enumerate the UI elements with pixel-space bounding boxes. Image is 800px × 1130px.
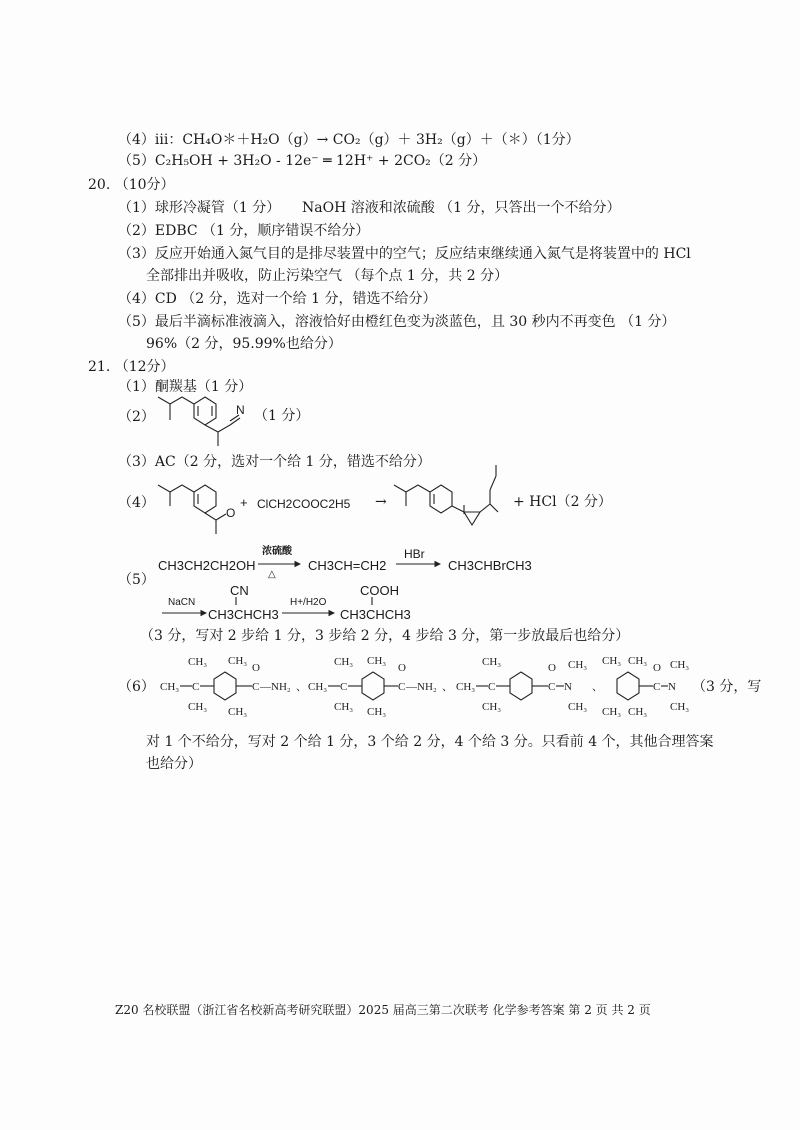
page-footer: Z20 名校联盟（浙江省名校新高考研究联盟）2025 届高三第二次联考 化学参考答案 第 2 页 共 2 页 — [115, 1003, 651, 1017]
q20-item1a: （1）球形冷凝管（1 分） — [118, 200, 281, 216]
ketone-o-atom: O — [226, 506, 236, 520]
q21-item6-label: （6） — [118, 679, 155, 695]
q21-item4-plus: + — [240, 495, 248, 510]
svg-text:CH₃: CH₃ — [602, 706, 622, 718]
svg-text:CH₃: CH₃ — [670, 701, 690, 713]
svg-text:、: 、 — [296, 681, 307, 693]
svg-text:N: N — [668, 681, 676, 693]
svg-text:O: O — [252, 662, 260, 674]
svg-text:CH₃: CH₃ — [188, 701, 208, 713]
route-step5-top: COOH — [360, 583, 399, 598]
q21-item6-note-a: 对 1 个不给分，写对 2 个给 1 分，3 个给 2 分，4 个给 3 分。只看前 4 个，其他合理答案 — [146, 734, 714, 750]
svg-text:CH₃: CH₃ — [308, 681, 328, 693]
svg-text:C: C — [340, 681, 348, 693]
svg-text:CH₃: CH₃ — [602, 655, 622, 667]
svg-text:CH₃: CH₃ — [160, 681, 180, 693]
svg-text:CH₃: CH₃ — [628, 655, 648, 667]
svg-text:、: 、 — [442, 681, 453, 693]
q21-item4-reagent: ClCH2COOC2H5 — [257, 497, 351, 511]
q20-item2: （2）EDBC （1 分，顺序错误不给分） — [118, 223, 370, 239]
svg-text:C: C — [653, 681, 661, 693]
isomer-1 — [160, 655, 307, 718]
route-step1: CH3CH2CH2OH — [158, 558, 256, 573]
q20-item5a: （5）最后半滴标准液滴入，溶液恰好由橙红色变为淡蓝色，且 30 秒内不再变色 （1 分） — [118, 314, 676, 330]
route-step4-top: CN — [230, 583, 249, 598]
svg-text:CH₃: CH₃ — [188, 656, 208, 668]
q20-header: 20. （10分） — [88, 177, 175, 193]
q21-item6-score: （3 分，写 — [692, 679, 762, 695]
svg-text:C: C — [252, 681, 260, 693]
q21-item6-note-b: 也给分） — [146, 756, 202, 772]
route-step4: CH3CHCH3 — [208, 607, 279, 622]
svg-text:CH₃: CH₃ — [228, 706, 248, 718]
route-step3: CH3CHBrCH3 — [448, 558, 532, 573]
q21-item1: （1）酮羰基（1 分） — [118, 379, 253, 395]
q20-item4: （4）CD （2 分，选对一个给 1 分，错选不给分） — [118, 291, 437, 307]
svg-text:CH₃: CH₃ — [670, 659, 690, 671]
q20-item1b: NaOH 溶液和浓硫酸 （1 分，只答出一个不给分） — [302, 200, 621, 216]
structure-epoxide-ester — [394, 465, 498, 525]
q21-item2-label: （2） — [118, 409, 155, 425]
q19-item4: （4）iii：CH₄O＊＋H₂O（g）→ CO₂（g）＋ 3H₂（g）＋（＊）（1分） — [118, 132, 580, 148]
q21-item3: （3）AC（2 分，选对一个给 1 分，错选不给分） — [118, 454, 431, 470]
svg-text:CH₃: CH₃ — [568, 659, 588, 671]
svg-text:O: O — [398, 662, 406, 674]
svg-text:O: O — [653, 662, 661, 674]
q20-item5b: 96%（2 分，95.99%也给分） — [146, 336, 342, 352]
q21-header: 21. （12分） — [88, 359, 175, 375]
svg-text:C: C — [548, 681, 556, 693]
q21-item2-score: （1 分） — [254, 408, 310, 424]
q20-item3a: （3）反应开始通入氮气目的是排尽装置中的空气；反应结束继续通入氮气是将装置中的 HCl — [118, 246, 691, 262]
route-cond4-top: H+/H2O — [290, 597, 327, 608]
svg-text:CH₃: CH₃ — [334, 656, 354, 668]
svg-text:N: N — [564, 681, 572, 693]
svg-text:—NH₂: —NH₂ — [260, 681, 291, 693]
svg-text:C: C — [398, 681, 406, 693]
q21-item4-arrow: → — [375, 494, 387, 510]
svg-text:CH₃: CH₃ — [367, 655, 387, 667]
route-cond2-top: HBr — [404, 547, 425, 561]
svg-text:CH₃: CH₃ — [482, 701, 502, 713]
svg-text:C: C — [192, 681, 200, 693]
isomer-2 — [308, 655, 453, 718]
nitrile-n-atom: N — [236, 403, 245, 417]
svg-text:CH₃: CH₃ — [628, 706, 648, 718]
q21-item5-label: （5） — [118, 572, 155, 588]
svg-text:C: C — [488, 681, 496, 693]
svg-text:CH₃: CH₃ — [228, 655, 248, 667]
svg-text:—NH₂: —NH₂ — [406, 681, 437, 693]
structure-nitrile — [158, 397, 245, 446]
route-cond1-top: 浓硫酸 — [262, 546, 292, 557]
isomer-3 — [456, 656, 603, 713]
q20-item3b: 全部排出并吸收，防止污染空气 （每个点 1 分，共 2 分） — [146, 268, 509, 284]
route-cond1-bottom: △ — [268, 569, 276, 580]
svg-text:CH₃: CH₃ — [367, 706, 387, 718]
svg-text:CH₃: CH₃ — [334, 701, 354, 713]
svg-text:CH₃: CH₃ — [456, 681, 476, 693]
q21-item4-product-tail: + HCl（2 分） — [513, 494, 612, 510]
isomer-4 — [602, 655, 689, 718]
structure-ketone — [158, 485, 235, 534]
svg-text:CH₃: CH₃ — [568, 701, 588, 713]
route-step5: CH3CHCH3 — [340, 607, 411, 622]
route-step2: CH3CH=CH2 — [308, 558, 387, 573]
svg-text:、: 、 — [592, 681, 603, 693]
q19-item5: （5）C₂H₅OH + 3H₂O - 12e⁻ ═ 12H⁺ + 2CO₂（2 分） — [118, 153, 487, 169]
q21-item4-label: （4） — [118, 495, 155, 511]
route-cond3-top: NaCN — [168, 597, 196, 608]
svg-text:CH₃: CH₃ — [482, 656, 502, 668]
q21-item5-note: （3 分，写对 2 步给 1 分，3 步给 2 分，4 步给 3 分，第一步放最后也给分） — [140, 628, 630, 644]
svg-text:O: O — [548, 662, 556, 674]
